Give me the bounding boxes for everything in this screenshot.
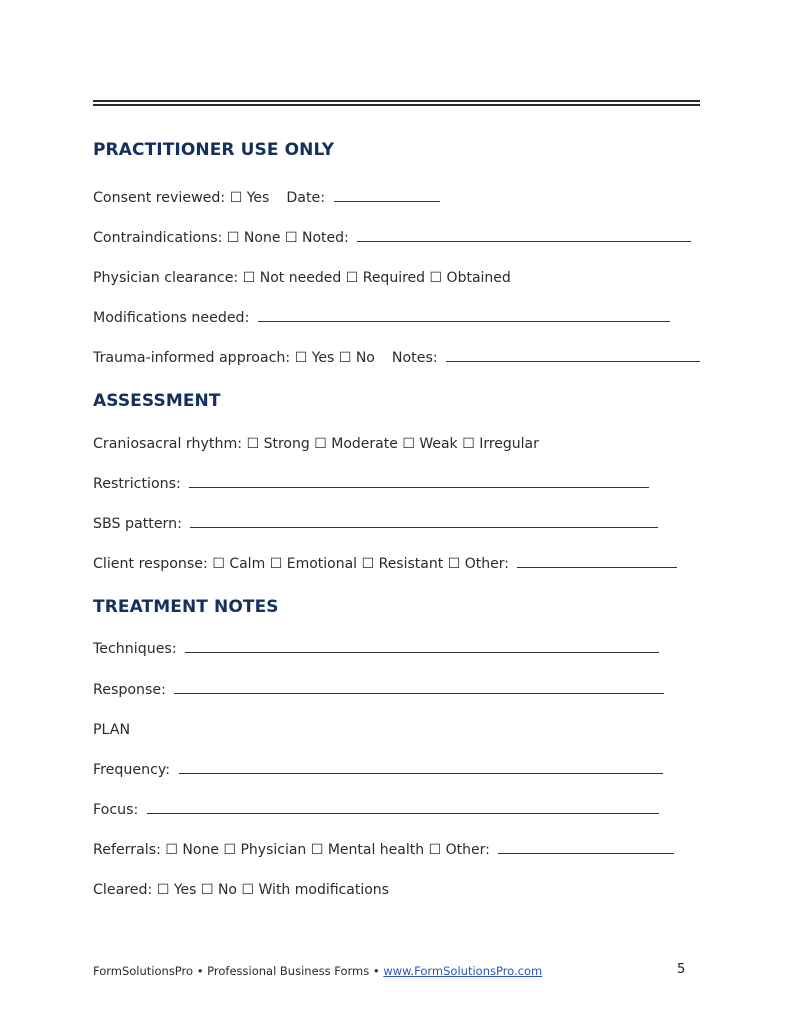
restrictions-row bbox=[93, 476, 649, 492]
referrals-other-field[interactable] bbox=[498, 852, 674, 854]
contraindications-row bbox=[93, 230, 691, 246]
contra-noted-checkbox[interactable]: ☐ Noted: bbox=[284, 230, 349, 246]
consent-date-label: Date: bbox=[286, 190, 326, 206]
page-footer bbox=[93, 964, 542, 978]
cleared-with-modifications-checkbox[interactable]: ☐ With modifications bbox=[241, 882, 389, 898]
section-title-assessment: ASSESSMENT bbox=[93, 391, 221, 411]
focus-row bbox=[93, 802, 659, 818]
trauma-notes-field[interactable] bbox=[446, 360, 700, 362]
treatment-response-label: Response: bbox=[93, 682, 166, 698]
response-emotional-checkbox[interactable]: ☐ Emotional bbox=[269, 556, 358, 572]
focus-label: Focus: bbox=[93, 802, 139, 818]
trauma-yes-checkbox[interactable]: ☐ Yes bbox=[294, 350, 335, 366]
rhythm-weak-checkbox[interactable]: ☐ Weak bbox=[402, 436, 458, 452]
plan-label: PLAN bbox=[93, 722, 131, 738]
consent-date-field[interactable] bbox=[334, 200, 440, 202]
referrals-none-checkbox[interactable]: ☐ None bbox=[165, 842, 219, 858]
footer-text: FormSolutionsPro • Professional Business Forms • bbox=[93, 964, 384, 978]
physician-obtained-checkbox[interactable]: ☐ Obtained bbox=[429, 270, 511, 286]
trauma-notes-label: Notes: bbox=[391, 350, 438, 366]
rhythm-strong-checkbox[interactable]: ☐ Strong bbox=[246, 436, 310, 452]
modifications-label: Modifications needed: bbox=[93, 310, 250, 326]
section-title-treatment: TREATMENT NOTES bbox=[93, 597, 279, 617]
frequency-field[interactable] bbox=[179, 772, 663, 774]
restrictions-label: Restrictions: bbox=[93, 476, 181, 492]
frequency-row bbox=[93, 762, 663, 778]
page-number: 5 bbox=[677, 962, 686, 977]
physician-required-checkbox[interactable]: ☐ Required bbox=[345, 270, 426, 286]
referrals-label: Referrals: bbox=[93, 842, 161, 858]
referrals-other-checkbox[interactable]: ☐ Other: bbox=[428, 842, 490, 858]
client-response-label: Client response: bbox=[93, 556, 208, 572]
cleared-label: Cleared: bbox=[93, 882, 153, 898]
focus-field[interactable] bbox=[147, 812, 659, 814]
header-rule-top bbox=[93, 100, 700, 102]
physician-label: Physician clearance: bbox=[93, 270, 239, 286]
treatment-response-field[interactable] bbox=[174, 692, 664, 694]
techniques-row bbox=[93, 641, 659, 657]
contra-label: Contraindications: bbox=[93, 230, 223, 246]
trauma-row bbox=[93, 350, 700, 366]
sbs-field[interactable] bbox=[190, 526, 658, 528]
rhythm-moderate-checkbox[interactable]: ☐ Moderate bbox=[314, 436, 398, 452]
cleared-yes-checkbox[interactable]: ☐ Yes bbox=[156, 882, 197, 898]
referrals-physician-checkbox[interactable]: ☐ Physician bbox=[223, 842, 307, 858]
rhythm-irregular-checkbox[interactable]: ☐ Irregular bbox=[462, 436, 539, 452]
header-rule-bottom bbox=[93, 104, 700, 106]
physician-not-needed-checkbox[interactable]: ☐ Not needed bbox=[242, 270, 342, 286]
sbs-label: SBS pattern: bbox=[93, 516, 182, 532]
contra-none-checkbox[interactable]: ☐ None bbox=[226, 230, 281, 246]
response-resistant-checkbox[interactable]: ☐ Resistant bbox=[361, 556, 444, 572]
footer-website-link[interactable]: www.FormSolutionsPro.com bbox=[383, 964, 543, 978]
cleared-row bbox=[93, 882, 389, 898]
techniques-field[interactable] bbox=[185, 651, 659, 653]
trauma-label: Trauma-informed approach: bbox=[93, 350, 291, 366]
response-other-checkbox[interactable]: ☐ Other: bbox=[447, 556, 509, 572]
referrals-row bbox=[93, 842, 674, 858]
trauma-no-checkbox[interactable]: ☐ No bbox=[338, 350, 375, 366]
sbs-row bbox=[93, 516, 658, 532]
contra-noted-field[interactable] bbox=[357, 240, 691, 242]
consent-yes-checkbox[interactable]: ☐ Yes bbox=[229, 190, 270, 206]
referrals-mental-health-checkbox[interactable]: ☐ Mental health bbox=[310, 842, 425, 858]
physician-row bbox=[93, 270, 511, 286]
restrictions-field[interactable] bbox=[189, 486, 649, 488]
section-title-practitioner: PRACTITIONER USE ONLY bbox=[93, 140, 335, 160]
treatment-response-row bbox=[93, 682, 664, 698]
client-response-row bbox=[93, 556, 677, 572]
frequency-label: Frequency: bbox=[93, 762, 171, 778]
modifications-row bbox=[93, 310, 670, 326]
modifications-field[interactable] bbox=[258, 320, 670, 322]
response-other-field[interactable] bbox=[517, 566, 677, 568]
rhythm-row bbox=[93, 436, 539, 452]
response-calm-checkbox[interactable]: ☐ Calm bbox=[212, 556, 266, 572]
consent-label: Consent reviewed: bbox=[93, 190, 226, 206]
consent-row bbox=[93, 190, 440, 206]
techniques-label: Techniques: bbox=[93, 641, 177, 657]
rhythm-label: Craniosacral rhythm: bbox=[93, 436, 243, 452]
cleared-no-checkbox[interactable]: ☐ No bbox=[200, 882, 237, 898]
